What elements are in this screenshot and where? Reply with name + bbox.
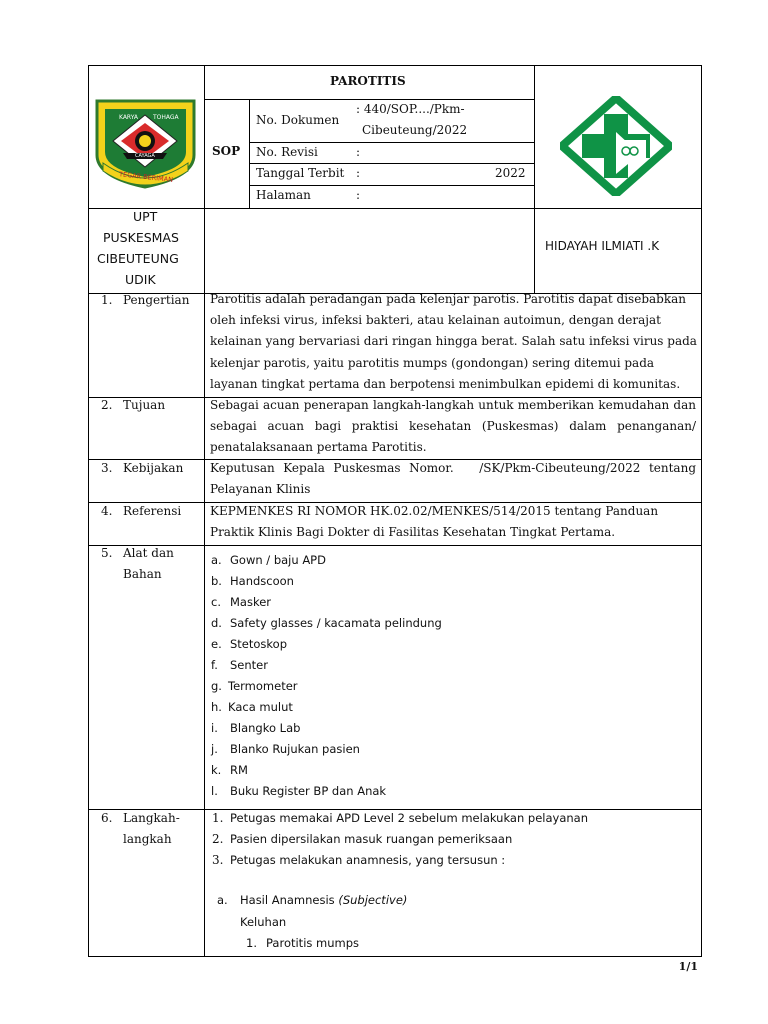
reference-line: KEPMENKES RI NOMOR HK.02.02/MENKES/514/2015 tentang Panduan — [210, 504, 659, 518]
section-number: 1. — [101, 293, 113, 307]
meta-label-page: Halaman — [256, 188, 311, 202]
tools-item-marker: e. — [211, 637, 222, 651]
definition-line: kelainan yang bervariasi dari ringan hingga berat. Salah satu infeksi virus pada — [210, 334, 697, 348]
tools-item: Safety glasses / kacamata pelindung — [230, 616, 442, 630]
tools-item: Blangko Lab — [230, 721, 301, 735]
purpose-line: penatalaksanaan pertama Parotitis. — [210, 440, 427, 454]
sop-label: SOP — [212, 144, 241, 158]
subsection-marker: a. — [217, 893, 228, 907]
emblem-text-cayaga: CAYAGA — [135, 153, 155, 159]
subsection-title — [240, 892, 407, 908]
section-number: 5. — [101, 546, 113, 560]
tools-item-marker: d. — [211, 616, 222, 630]
section-label-purpose: Tujuan — [123, 398, 166, 412]
tools-item-marker: j. — [211, 742, 218, 756]
definition-line: Parotitis adalah peradangan pada kelenjar parotis. Parotitis dapat disebabkan — [210, 292, 686, 306]
step-marker: 3. — [212, 853, 224, 867]
institution-line-4: UDIK — [125, 272, 156, 287]
section-label-reference: Referensi — [123, 504, 182, 518]
section-label-tools: Alat dan — [123, 546, 174, 560]
tools-item-marker: b. — [211, 574, 222, 588]
definition-line: kelenjar parotis, yaitu parotitis mumps (gondongan) sering ditemui pada — [210, 356, 655, 370]
puskesmas-logo — [560, 96, 672, 196]
tools-item: Masker — [230, 595, 272, 609]
tools-item-marker: k. — [211, 763, 222, 777]
meta-value-doc-number-2: Cibeuteung/2022 — [362, 123, 468, 137]
emblem-text-karya: KARYA — [119, 114, 139, 121]
section-number: 6. — [101, 811, 113, 825]
tools-item: Handscoon — [230, 574, 294, 588]
policy-line: Pelayanan Klinis — [210, 482, 311, 496]
meta-label-revision: No. Revisi — [256, 145, 318, 159]
grid-line — [249, 185, 534, 186]
complaint-item: Parotitis mumps — [266, 936, 360, 950]
tools-item: Stetoskop — [230, 637, 288, 651]
reference-line: Praktik Klinis Bagi Dokter di Fasilitas Kesehatan Tingkat Pertama. — [210, 525, 616, 539]
definition-line: layanan tingkat pertama dan berpotensi menimbulkan epidemi di komunitas. — [210, 377, 681, 391]
tools-item-marker: l. — [211, 784, 218, 798]
grid-line — [249, 163, 534, 164]
tools-item-marker: g. — [211, 679, 222, 693]
meta-value-issue-year: 2022 — [495, 166, 526, 180]
step-text: Petugas memakai APD Level 2 sebelum melakukan pelayanan — [230, 811, 589, 825]
emblem-banner-text: TEGAR BERIMAN — [118, 170, 174, 184]
complaint-marker: 1. — [246, 936, 257, 950]
meta-label-issue-date: Tanggal Terbit — [256, 166, 345, 180]
meta-label-doc-number: No. Dokumen — [256, 113, 340, 127]
grid-line — [88, 208, 702, 209]
complaint-heading: Keluhan — [240, 915, 287, 929]
policy-line: Keputusan Kepala Puskesmas Nomor. /SK/Pkm-Cibeuteung/2022 tentang — [210, 461, 696, 475]
step-text: Petugas melakukan anamnesis, yang tersusun : — [230, 853, 506, 867]
tools-item-marker: i. — [211, 721, 218, 735]
grid-line — [204, 99, 534, 100]
institution-line-1: UPT — [133, 209, 158, 224]
section-number: 2. — [101, 398, 113, 412]
tools-item: Senter — [230, 658, 268, 672]
step-text: Pasien dipersilakan masuk ruangan pemeriksaan — [230, 832, 513, 846]
meta-value-revision: : — [356, 145, 361, 159]
tools-item: Kaca mulut — [228, 700, 293, 714]
step-marker: 2. — [212, 832, 224, 846]
sop-title: PAROTITIS — [330, 74, 406, 88]
grid-line — [249, 99, 250, 208]
tools-item-marker: a. — [211, 553, 222, 567]
grid-line — [534, 65, 535, 293]
section-label-tools-2: Bahan — [123, 567, 162, 581]
tools-item-marker: h. — [211, 700, 222, 714]
page-number: 1/1 — [678, 960, 698, 973]
grid-line — [204, 65, 205, 957]
grid-line — [88, 545, 702, 546]
tools-item-marker: f. — [211, 658, 218, 672]
meta-value-issue-date: : — [356, 166, 361, 180]
subsection-title-text: Hasil Anamnesis — [240, 893, 339, 907]
subsection-title-italic: (Subjective) — [338, 893, 408, 907]
institution-line-3: CIBEUTEUNG — [97, 251, 179, 266]
purpose-line: Sebagai acuan penerapan langkah-langkah untuk memberikan kemudahan dan — [210, 398, 696, 412]
institution-line-2: PUSKESMAS — [103, 230, 179, 245]
emblem-text-tohaga: TOHAGA — [153, 114, 179, 121]
meta-value-doc-number-1: : 440/SOP..../Pkm- — [356, 102, 465, 116]
purpose-line: sebagai acuan bagi praktisi kesehatan (Puskesmas) dalam penanganan/ — [210, 419, 696, 433]
section-label-steps-2: langkah — [123, 832, 172, 846]
section-label-steps: Langkah- — [123, 811, 180, 825]
section-number: 3. — [101, 461, 113, 475]
signatory-name: HIDAYAH ILMIATI .K — [545, 239, 660, 253]
tools-item-marker: c. — [211, 595, 221, 609]
district-emblem-logo — [93, 97, 198, 189]
tools-item: Blanko Rujukan pasien — [230, 742, 360, 756]
section-label-definition: Pengertian — [123, 293, 190, 307]
tools-item: Buku Register BP dan Anak — [230, 784, 387, 798]
section-number: 4. — [101, 504, 113, 518]
step-marker: 1. — [212, 811, 224, 825]
section-label-policy: Kebijakan — [123, 461, 184, 475]
tools-item: RM — [230, 763, 248, 777]
tools-item: Gown / baju APD — [230, 553, 326, 567]
meta-value-page: : — [356, 188, 361, 202]
tools-item: Termometer — [228, 679, 298, 693]
definition-line: oleh infeksi virus, infeksi bakteri, atau kelainan autoimun, dengan derajat — [210, 313, 661, 327]
grid-line — [249, 142, 534, 143]
